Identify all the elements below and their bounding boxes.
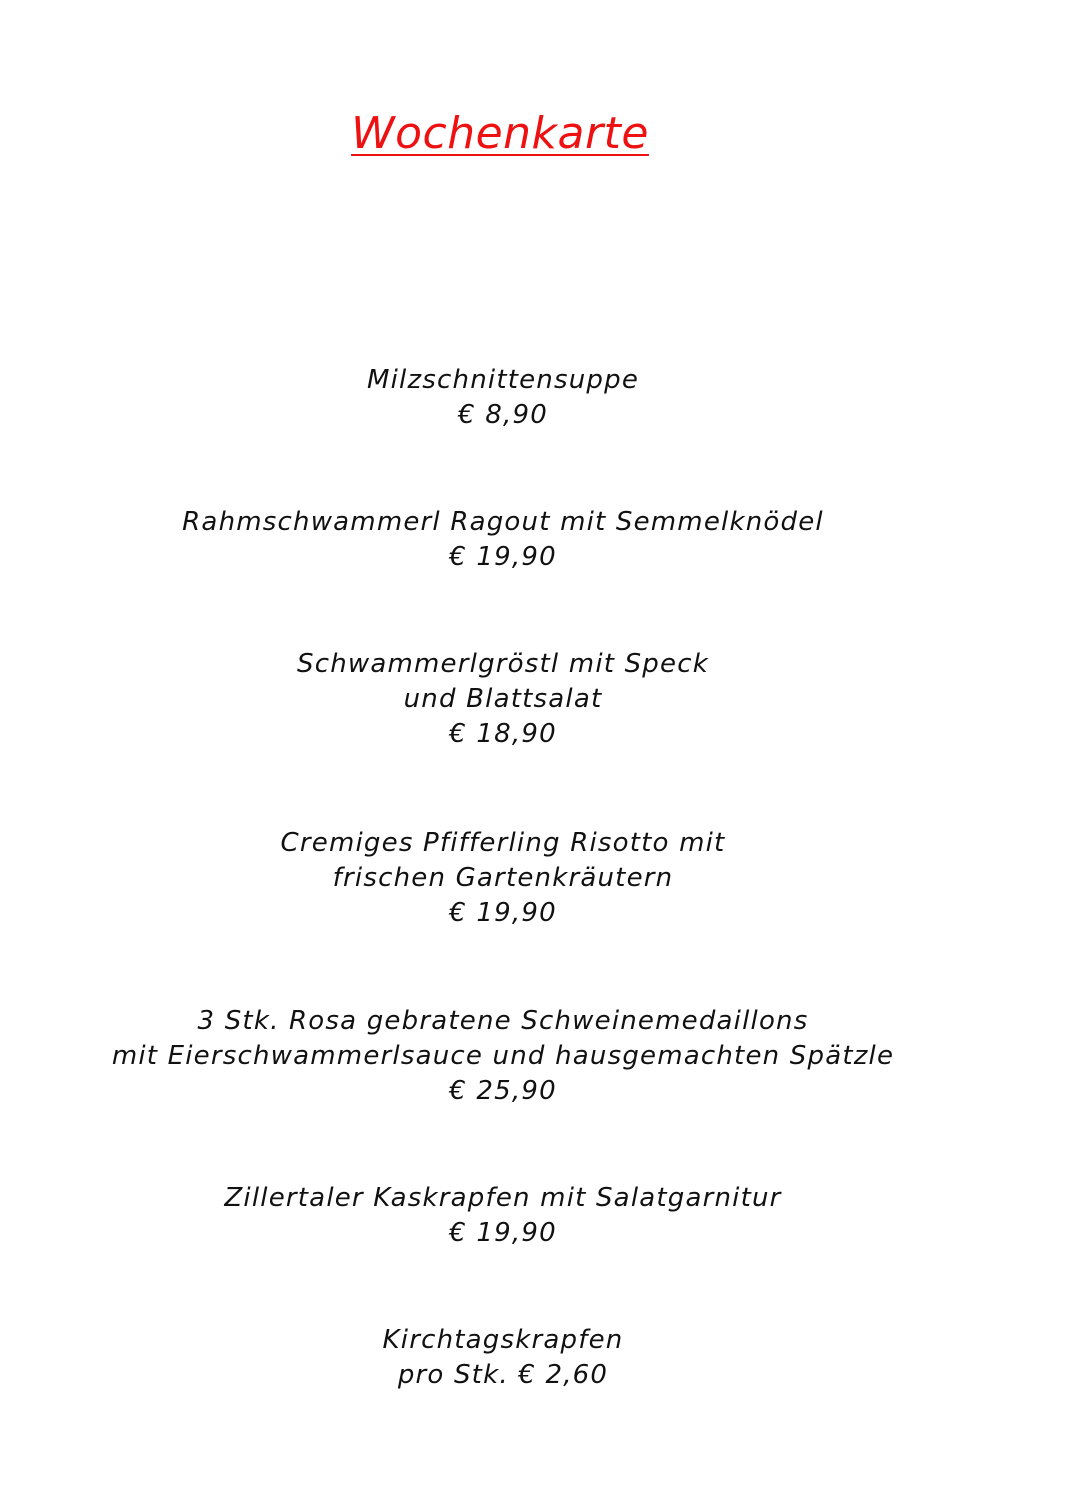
dish-price: pro Stk. € 2,60: [397, 1360, 609, 1390]
menu-item: [0, 1181, 1006, 1251]
menu-item: [0, 647, 1006, 752]
menu-item: [0, 1323, 1006, 1393]
dish-name-line: Kirchtagskrapfen: [382, 1325, 624, 1355]
dish-price: € 19,90: [449, 1218, 557, 1248]
dish-name-line: Rahmschwammerl Ragout mit Semmelknödel: [182, 507, 824, 537]
menu-item: [0, 1004, 1006, 1109]
dish-price: € 8,90: [458, 400, 548, 430]
dish-name-line: frischen Gartenkräutern: [332, 863, 674, 893]
menu-item: [0, 826, 1006, 931]
dish-name-line: Zillertaler Kaskrapfen mit Salatgarnitur: [224, 1183, 782, 1213]
menu-item: [0, 505, 1006, 575]
page-title: Wochenkarte: [351, 108, 649, 159]
dish-name-line: 3 Stk. Rosa gebratene Schweinemedaillons: [197, 1006, 809, 1036]
dish-name-line: mit Eierschwammerlsauce und hausgemachten Spätzle: [111, 1041, 895, 1071]
dish-name-line: Cremiges Pfifferling Risotto mit: [280, 828, 726, 858]
dish-name-line: Schwammerlgröstl mit Speck: [297, 649, 709, 679]
dish-name-line: Milzschnittensuppe: [366, 365, 640, 395]
dish-price: € 19,90: [449, 898, 557, 928]
dish-price: € 25,90: [449, 1076, 557, 1106]
dish-price: € 19,90: [449, 542, 557, 572]
menu-item: [0, 363, 1006, 433]
dish-name-line: und Blattsalat: [403, 684, 603, 714]
dish-price: € 18,90: [449, 719, 557, 749]
